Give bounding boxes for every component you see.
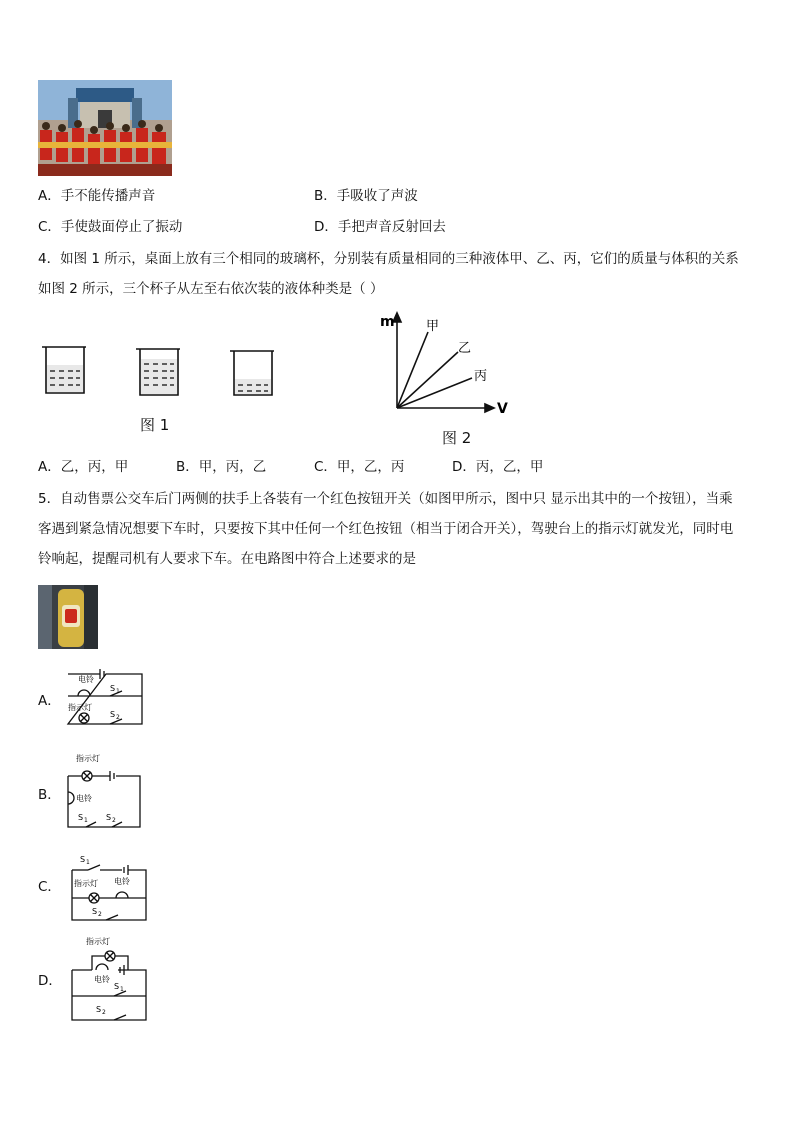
graph-y-label: m [380,314,395,330]
circuit-d-s2-sub: 2 [102,1009,106,1016]
circuit-b-lamp-label: 指示灯 [76,754,100,763]
circuit-c-s1-label: S [80,855,86,864]
circuit-c-bell-label: 电铃 [114,877,130,886]
circuit-d [66,934,150,1024]
circuit-c-s1-sub: 1 [86,859,90,866]
q3-option-c[interactable]: C．手使鼓面停止了振动 [38,219,183,235]
graph-x-label: V [497,401,508,415]
line-yi [397,352,458,408]
q4-option-c[interactable]: C．甲，乙，丙 [314,459,405,475]
circuit-c-s2-sub: 2 [98,911,102,918]
circuit-a-s2-label: S [110,710,116,719]
q5-option-d[interactable]: D． [38,973,62,989]
q4-stem-line1: 4．如图 1 所示，桌面上放有三个相同的玻璃杯，分别装有质量相同的三种液体甲、乙、丙，它们的质量与体积的关系 [38,251,739,267]
q3-option-b[interactable]: B．手吸收了声波 [314,188,418,204]
q3-option-d[interactable]: D．手把声音反射回去 [314,219,446,235]
q5-stem-line2: 客遇到紧急情况想要下车时，只要按下其中任何一个红色按钮（相当于闭合开关），驾驶台上的指示灯就发光，同时电 [38,521,734,537]
circuit-d-lamp-label: 指示灯 [86,937,110,946]
q5-stem-line3: 铃响起，提醒司机有人要求下车。在电路图中符合上述要求的是 [38,551,416,567]
figure-1-beakers [36,315,336,440]
graph-label-yi: 乙 [458,341,472,356]
q4-stem-line2: 如图 2 所示，三个杯子从左至右依次装的液体种类是（ ） [38,281,384,297]
q5-option-b[interactable]: B． [38,787,61,803]
q5-stem-line1: 5．自动售票公交车后门两侧的扶手上各装有一个红色按钮开关（如图甲所示，图中只 显示出其中的一个按钮），当乘 [38,491,733,507]
circuit-a-bell-label: 电铃 [78,675,94,684]
circuit-b-s2-sub: 2 [112,817,116,824]
drum-performance-photo [38,80,172,176]
circuit-a-s2-sub: 2 [116,714,120,721]
figure-2-caption: 图 2 [442,429,472,447]
q4-option-a[interactable]: A．乙，丙，甲 [38,459,129,475]
bus-button-photo [38,585,98,649]
circuit-d-s1-sub: 1 [120,986,124,993]
q4-option-b[interactable]: B．甲，丙，乙 [176,459,267,475]
circuit-d-s1-label: S [114,982,120,991]
circuit-a-lamp-label: 指示灯 [68,703,92,712]
circuit-b-bell-label: 电铃 [76,794,92,803]
circuit-a-s1-sub: 1 [116,688,120,695]
circuit-c-lamp-label: 指示灯 [74,879,98,888]
circuit-b-s1-label: S [78,813,84,822]
circuit-c-s2-label: S [92,907,98,916]
q3-option-a[interactable]: A．手不能传播声音 [38,188,156,204]
graph-label-bing: 丙 [474,369,488,384]
circuit-b [66,750,146,830]
circuit-a-s1-label: S [110,684,116,693]
q5-option-a[interactable]: A． [38,693,61,709]
figure-2-mass-volume-graph [370,310,510,415]
circuit-d-bell-label: 电铃 [94,975,110,984]
figure-1-caption: 图 1 [140,416,170,434]
graph-label-jia: 甲 [426,319,440,334]
circuit-c [66,852,150,924]
circuit-a [66,662,146,728]
q4-option-d[interactable]: D．丙，乙，甲 [452,459,544,475]
q5-option-c[interactable]: C． [38,879,61,895]
circuit-b-s2-label: S [106,813,112,822]
circuit-d-s2-label: S [96,1005,102,1014]
circuit-b-s1-sub: 1 [84,817,88,824]
